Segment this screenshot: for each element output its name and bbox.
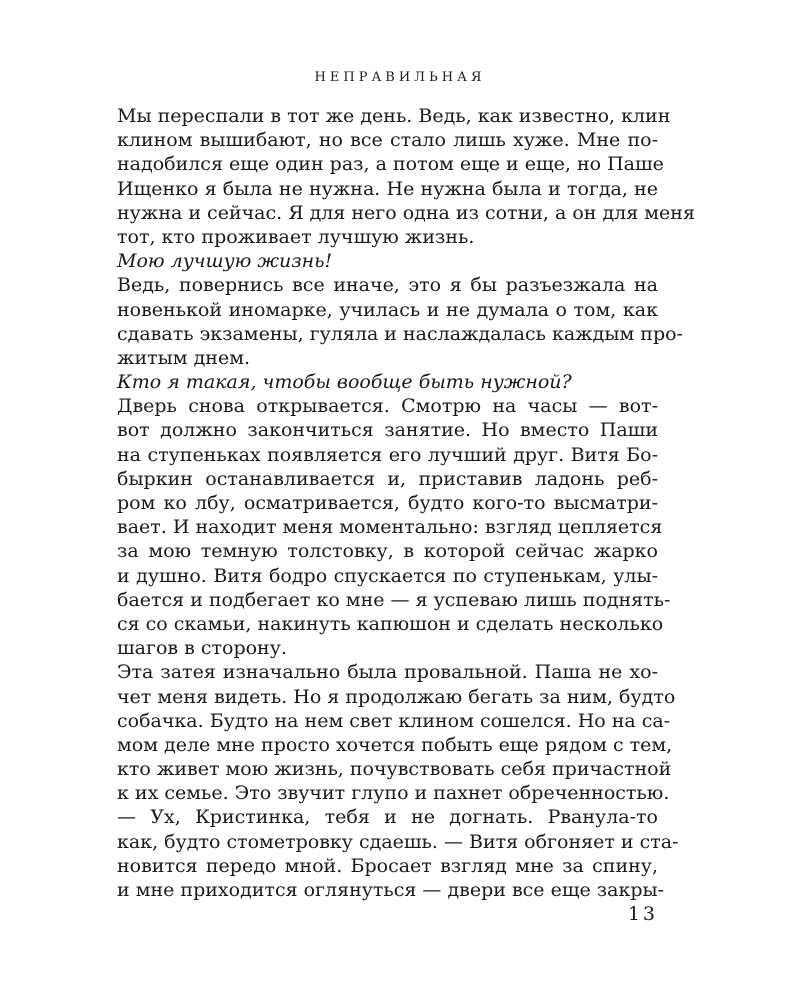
text-line: за мою темную толстовку, в которой сейчас жарко — [117, 540, 658, 563]
running-head: НЕПРАВИЛЬНАЯ — [314, 70, 486, 85]
text-line: новенькой иномарке, училась и не думала о том, как — [117, 298, 658, 321]
text-line: ся со скамьи, накинуть капюшон и сделать несколько — [117, 612, 664, 635]
text-line: быркин останавливается и, приставив ладонь реб- — [117, 467, 658, 490]
text-line: Мы переспали в тот же день. Ведь, как известно, клин — [117, 105, 671, 127]
body-text — [117, 104, 695, 902]
text-line: к их семье. Это звучит глупо и пахнет обреченностью. — [117, 782, 670, 805]
text-line: собачка. Будто на нем свет клином сошелся. Но на са- — [117, 709, 671, 732]
text-line: и душно. Витя бодро спускается по ступенькам, улы- — [117, 564, 658, 587]
text-line: бается и подбегает ко мне — я успеваю лишь поднять- — [117, 588, 671, 611]
text-line: и мне приходится оглянуться — двери все еще закры- — [117, 879, 665, 901]
text-line: Кто я такая, чтобы вообще быть нужной? — [117, 371, 572, 394]
text-line: Ищенко я была не нужна. Не нужна была и тогда, не — [117, 177, 658, 200]
text-line: — Ух, Кристинка, тебя и не догнать. Рванула-то — [117, 806, 658, 829]
text-line: на ступеньках появляется его лучший друг. Витя Бо- — [117, 443, 658, 466]
text-line: кто живет мою жизнь, почувствовать себя причастной — [117, 758, 672, 781]
text-line: вает. И находит меня моментально: взгляд цепляется — [117, 516, 663, 539]
text-line: Дверь снова открывается. Смотрю на часы — вот- — [117, 395, 658, 418]
text-line: нужна и сейчас. Я для него одна из сотни, а он для меня — [117, 201, 695, 224]
text-line: Мою лучшую жизнь! — [117, 250, 333, 273]
text-line: чет меня видеть. Но я продолжаю бегать за ним, будто — [117, 685, 676, 708]
text-line: новится передо мной. Бросает взгляд мне за спину, — [117, 854, 658, 877]
text-line: надобился еще один раз, а потом еще и еще, но Паше — [117, 153, 664, 176]
page-number: 13 — [627, 903, 658, 925]
text-line: шагов в сторону. — [117, 637, 287, 660]
text-line: тот, кто проживает лучшую жизнь. — [117, 225, 475, 248]
text-line: Эта затея изначально была провальной. Паша не хо- — [117, 661, 658, 684]
text-line: как, будто стометровку сдаешь. — Витя обгоняет и ста- — [117, 830, 679, 853]
text-line: клином вышибают, но все стало лишь хуже. Мне по- — [117, 129, 658, 152]
text-line: вот должно закончиться занятие. Но вместо Паши — [117, 419, 658, 442]
text-line: Ведь, повернись все иначе, это я бы разъезжала на — [117, 274, 658, 297]
text-line: ром ко лбу, осматривается, будто кого-то высматри- — [117, 492, 658, 514]
text-line: мом деле мне просто хочется побыть еще рядом с тем, — [117, 733, 673, 756]
text-line: сдавать экзамены, гуляла и наслаждалась каждым про- — [117, 322, 683, 345]
text-line: житым днем. — [117, 346, 251, 369]
